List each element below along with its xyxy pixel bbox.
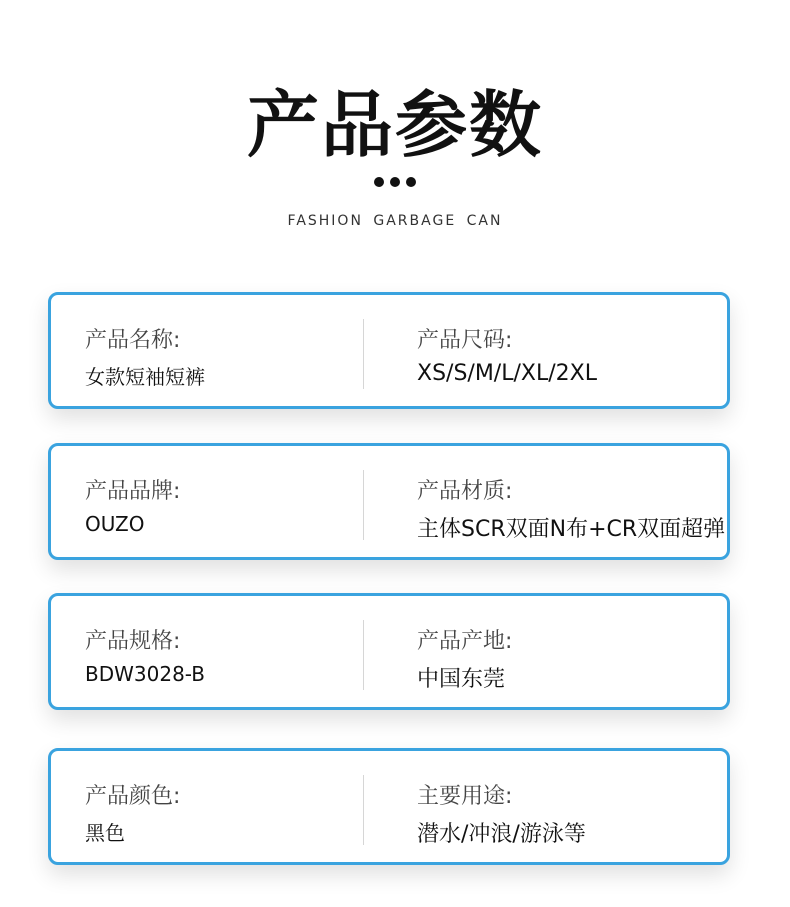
page-subtitle: FASHION GARBAGE CAN <box>287 213 503 229</box>
param-value: 主体SCR双面N布+CR双面超弹 <box>417 517 726 542</box>
page-title: 产品参数 <box>246 83 543 167</box>
param-left <box>85 596 355 707</box>
header <box>0 0 790 260</box>
param-label: 产品尺码: <box>417 328 513 353</box>
param-label: 主要用途: <box>417 784 513 809</box>
param-value: XS/S/M/L/XL/2XL <box>417 361 597 386</box>
dot-icon <box>374 177 384 187</box>
param-left <box>85 751 355 862</box>
param-value: OUZO <box>85 512 145 536</box>
param-card-spec-origin <box>48 593 730 710</box>
param-right <box>417 295 727 406</box>
param-card-color-usage <box>48 748 730 865</box>
param-label: 产品品牌: <box>85 479 181 504</box>
param-card-brand-material <box>48 443 730 560</box>
param-value: 潜水/冲浪/游泳等 <box>417 822 586 847</box>
param-label: 产品产地: <box>417 629 513 654</box>
dot-icon <box>390 177 400 187</box>
param-value: 黑色 <box>85 821 125 845</box>
card-divider <box>363 620 364 690</box>
param-value: BDW3028-B <box>85 662 206 686</box>
dot-icon <box>406 177 416 187</box>
param-card-name-size <box>48 292 730 409</box>
card-divider <box>363 775 364 845</box>
decorative-dots <box>0 177 790 187</box>
param-label: 产品规格: <box>85 629 181 654</box>
param-value: 中国东莞 <box>417 667 506 692</box>
param-right <box>417 751 727 862</box>
param-label: 产品材质: <box>417 479 513 504</box>
param-left <box>85 295 355 406</box>
param-value: 女款短袖短裤 <box>85 365 205 389</box>
card-divider <box>363 470 364 540</box>
param-right <box>417 596 727 707</box>
param-right <box>417 446 727 557</box>
param-left <box>85 446 355 557</box>
param-label: 产品颜色: <box>85 784 181 809</box>
param-label: 产品名称: <box>85 328 181 353</box>
card-divider <box>363 319 364 389</box>
